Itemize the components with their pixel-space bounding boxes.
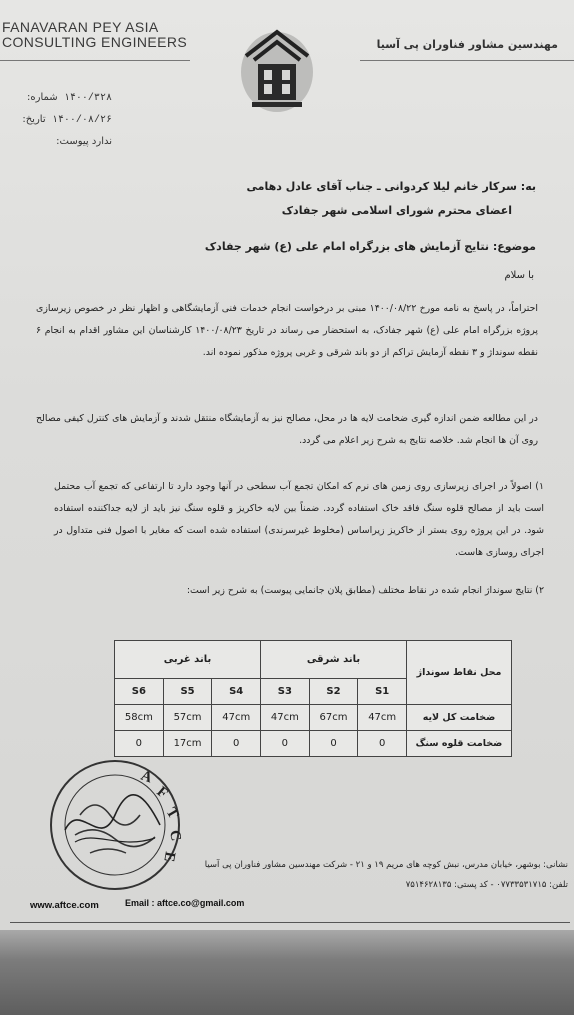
footer-email-link[interactable]: aftce.co@gmail.com — [157, 898, 245, 908]
table-cell: 47cm — [212, 705, 261, 731]
letter-number — [2, 92, 112, 104]
footer-email — [125, 898, 244, 908]
row-label-total-thickness: ضخامت کل لایه — [407, 705, 512, 731]
footer-email-label: Email : — [125, 898, 155, 908]
table-cell: 0 — [261, 731, 310, 757]
group-west-header: باند غربی — [115, 641, 261, 679]
point-header: S3 — [261, 679, 310, 705]
table-row — [115, 731, 512, 757]
table-cell: 47cm — [358, 705, 407, 731]
paragraph-study: در این مطالعه ضمن اندازه گیری ضخامت لایه ها در محل، مصالح نیز به آزمایشگاه منتقل شدند و آزمایش های کنترل کیفی مصالح روی آن ها انجام شد. خلاصه نتایج به شرح زیر اعلام می گردد. — [36, 413, 538, 446]
letter-date — [2, 114, 112, 126]
table-group-header-row — [115, 641, 512, 679]
table-cell: 0 — [309, 731, 358, 757]
svg-text:T: T — [162, 805, 182, 822]
svg-text:C: C — [166, 828, 184, 843]
letter-date-value: ۱۴۰۰/۰۸/۲۶ — [51, 115, 112, 126]
table-cell: 57cm — [163, 705, 212, 731]
letter-number-value: ۱۴۰۰/۳۲۸ — [63, 93, 112, 104]
table-row — [115, 705, 512, 731]
header-rule-right — [360, 60, 574, 61]
point-header: S4 — [212, 679, 261, 705]
sounding-results-table — [114, 640, 512, 757]
table-cell: 58cm — [115, 705, 164, 731]
letter-date-label: تاریخ: — [22, 114, 46, 125]
table-cell: 0 — [115, 731, 164, 757]
footer-rule — [10, 922, 570, 923]
paragraph-intro: احتراماً، در پاسخ به نامه مورخ ۱۴۰۰/۰۸/۲۲ مبنی بر درخواست انجام خدمات فنی آزمایشگاهی و اظهار نظر در خصوص زیرسازی پروژه بزرگراه امام علی (ع) شهر جفادک، به استحضار می رساند در تاریخ ۱۴۰۰/۰۸/۲۳ کارشناسان این مشاور اقدام به انجام ۶ نقطه سونداژ و ۳ نقطه آزمایش تراکم از دو باند شرقی و غربی پروژه مذکور نموده اند. — [36, 303, 538, 358]
table-cell: 0 — [358, 731, 407, 757]
header-rule — [0, 60, 190, 61]
page-bottom-shadow — [0, 930, 574, 1015]
point-header: S2 — [309, 679, 358, 705]
addressee-line1: به: سرکار خانم لیلا کردوانی ـ جناب آقای عادل دهامی — [246, 180, 536, 193]
company-name-en-line2: CONSULTING ENGINEERS — [2, 34, 188, 50]
company-name-fa: مهندسین مشاور فناوران پی آسیا — [376, 38, 558, 51]
footer-contacts: تلفن: ۰۷۷۳۳۵۳۱۷۱۵ - کد پستی: ۷۵۱۴۶۲۸۱۳۵ — [405, 880, 568, 890]
letter-attachment-value: ندارد — [91, 136, 112, 147]
table-cell: 67cm — [309, 705, 358, 731]
group-east-header: باند شرقی — [261, 641, 407, 679]
letter-attachment — [2, 136, 112, 147]
letter-attachment-label: پیوست: — [56, 136, 89, 147]
col-location-header: محل نقاط سونداژ — [407, 641, 512, 705]
company-name-en — [2, 20, 187, 50]
svg-text:A: A — [138, 767, 155, 787]
addressee-line2: اعضای محترم شورای اسلامی شهر جفادک — [281, 204, 512, 217]
svg-text:F: F — [153, 783, 171, 802]
company-logo-icon — [238, 22, 316, 114]
point-header: S5 — [163, 679, 212, 705]
point-header: S6 — [115, 679, 164, 705]
greeting: با سلام — [504, 270, 534, 281]
table-cell: 47cm — [261, 705, 310, 731]
table-cell: 17cm — [163, 731, 212, 757]
footer-website-link[interactable]: www.aftce.com — [30, 900, 99, 911]
letter-number-label: شماره: — [27, 92, 58, 103]
footer-address: نشانی: بوشهر، خیابان مدرس، نبش کوچه های مریم ۱۹ و ۲۱ - شرکت مهندسین مشاور فناوران پی آسیا — [204, 860, 568, 870]
point-header: S1 — [358, 679, 407, 705]
table-cell: 0 — [212, 731, 261, 757]
signature-icon — [60, 780, 170, 860]
company-name-en-line1: FANAVARAN PEY ASIA — [2, 19, 159, 35]
item-1: ۱) اصولاً در اجرای زیرسازی روی زمین های نرم که امکان تجمع آب سطحی در آنها وجود دارد تا ارتفاعی که تجمع آب محتمل است باید از مصالح قلوه سنگ فاقد خاک استفاده گردد. ضمناً بین لایه خاکریز و قلوه سنگ نیز باید از لایه جداکننده استفاده شود. در این پروژه روی بستر از خاکریز زیراساس (مخلوط غیرسرندی) استفاده شده است که مغایر با اصول فنی متداول در اجرای روسازی هاست. — [54, 481, 544, 558]
row-label-boulder-thickness: ضخامت قلوه سنگ — [407, 731, 512, 757]
item-2: ۲) نتایج سونداژ انجام شده در نقاط مختلف (مطابق پلان جانمایی پیوست) به شرح زیر است: — [186, 585, 544, 596]
letter-subject: موضوع: نتایج آزمایش های بزرگراه امام علی (ع) شهر جفادک — [204, 240, 536, 253]
svg-text:E: E — [160, 850, 178, 863]
